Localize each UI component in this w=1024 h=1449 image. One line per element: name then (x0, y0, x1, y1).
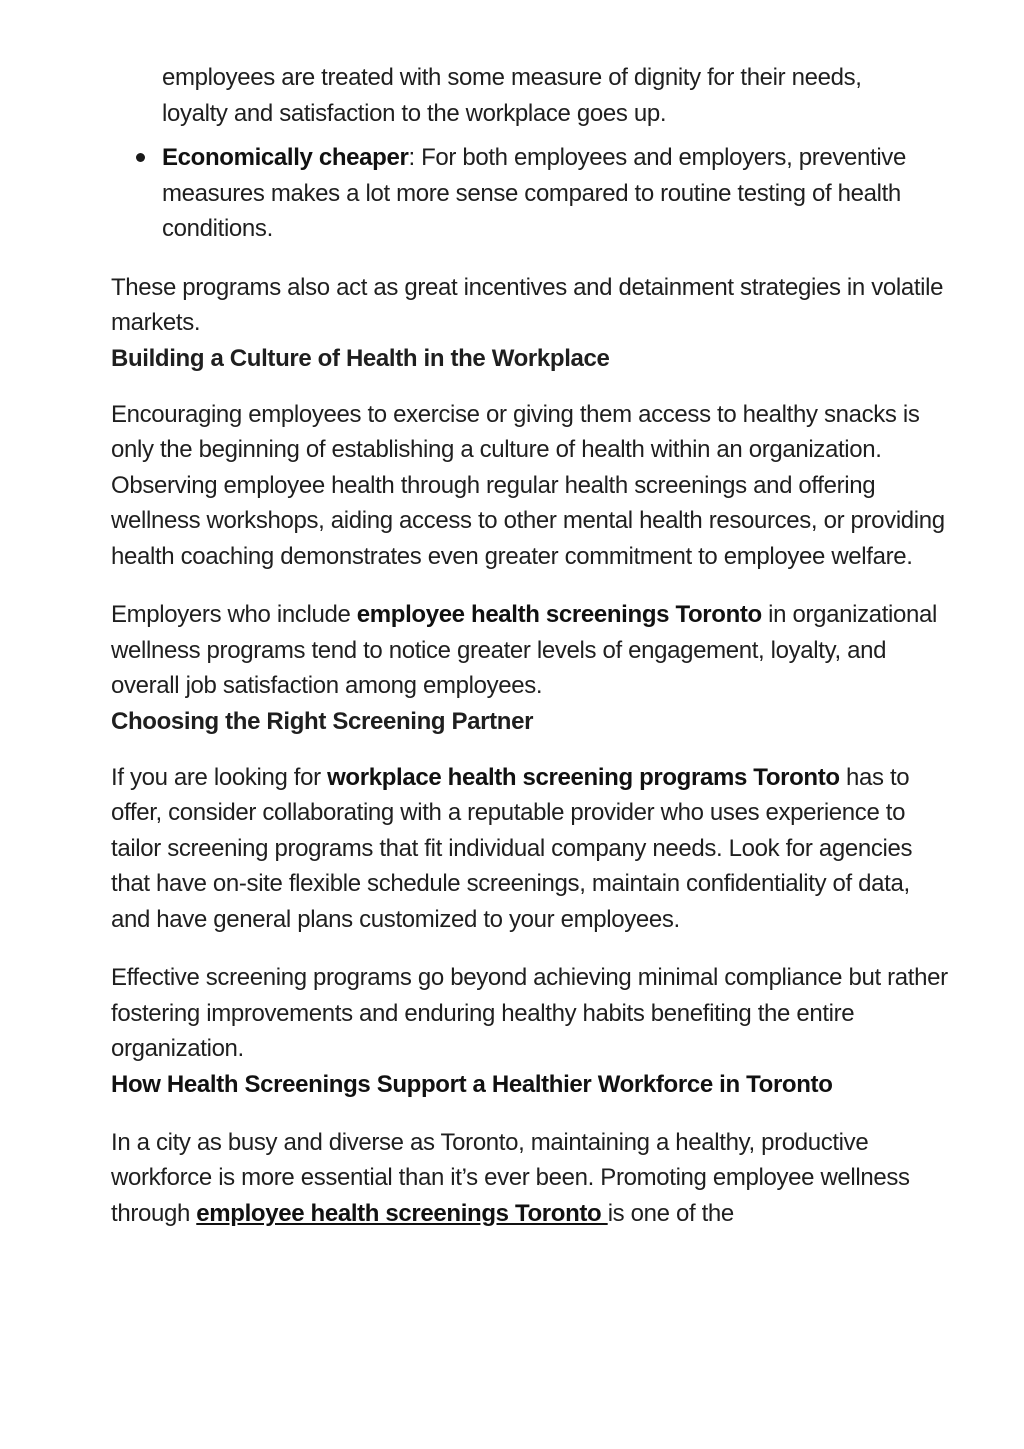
intro-line-2: loyalty and satisfaction to the workplace goes up. (162, 99, 667, 127)
heading-partner: Choosing the Right Screening Partner (111, 707, 534, 735)
intro-continuation (111, 60, 951, 131)
employers-bold: employee health screenings Toronto (356, 601, 762, 628)
heading-support: How Health Screenings Support a Healthier Workforce in Toronto (111, 1070, 833, 1098)
paragraph-culture: Encouraging employees to exercise or giving them access to healthy snacks is only the beginning of establishing a culture of health within an organization. Observing employee health through regular health screenings and offering wellness workshops, aiding access to other mental health resources, or providing health coaching demonstrates even greater commitment to employee welfare. (111, 400, 945, 570)
city-after: is one of the (607, 1199, 734, 1227)
paragraph-partner (111, 760, 951, 938)
bullet-bold-label: Economically cheaper (162, 144, 409, 171)
partner-after: has to offer, consider collaborating with a reputable provider who uses experience to tailor screening programs that fit individual company needs. Look for agencies that have on-site flexible schedule screenings, maintain confidentiality of data, and have general plans customized to your employees. (111, 763, 913, 933)
paragraph-effective: Effective screening programs go beyond achieving minimal compliance but rather fostering improvements and enduring healthy habits benefiting the entire organization. (111, 964, 948, 1062)
bullet-icon (136, 153, 145, 162)
employee-health-screenings-link[interactable]: employee health screenings Toronto (196, 1199, 608, 1227)
paragraph-city (111, 1125, 951, 1232)
city-before: In a city as busy and diverse as Toronto, maintaining a healthy, productive workforce is more essential than it’s ever been. Promoting employee wellness through (111, 1128, 910, 1227)
employers-after: in organizational wellness programs tend to notice greater levels of engagement, loyalty, and overall job satisfaction among employees. (111, 601, 937, 699)
intro-line-1: employees are treated with some measure of dignity for their needs, (162, 64, 862, 91)
partner-bold: workplace health screening programs Toronto (327, 763, 840, 791)
partner-before: If you are looking for (111, 763, 328, 791)
paragraph-incentives: These programs also act as great incentives and detainment strategies in volatile markets. (111, 273, 944, 336)
bullet-body: : For both employees and employers, preventive measures makes a lot more sense compared to routine testing of health conditions. (162, 144, 906, 242)
heading-culture: Building a Culture of Health in the Workplace (111, 344, 610, 372)
paragraph-employers (111, 597, 951, 704)
document-body (111, 60, 951, 1231)
list-item-economically-cheaper (111, 140, 951, 247)
bullet-text (162, 140, 951, 247)
employers-before: Employers who include (111, 601, 357, 628)
